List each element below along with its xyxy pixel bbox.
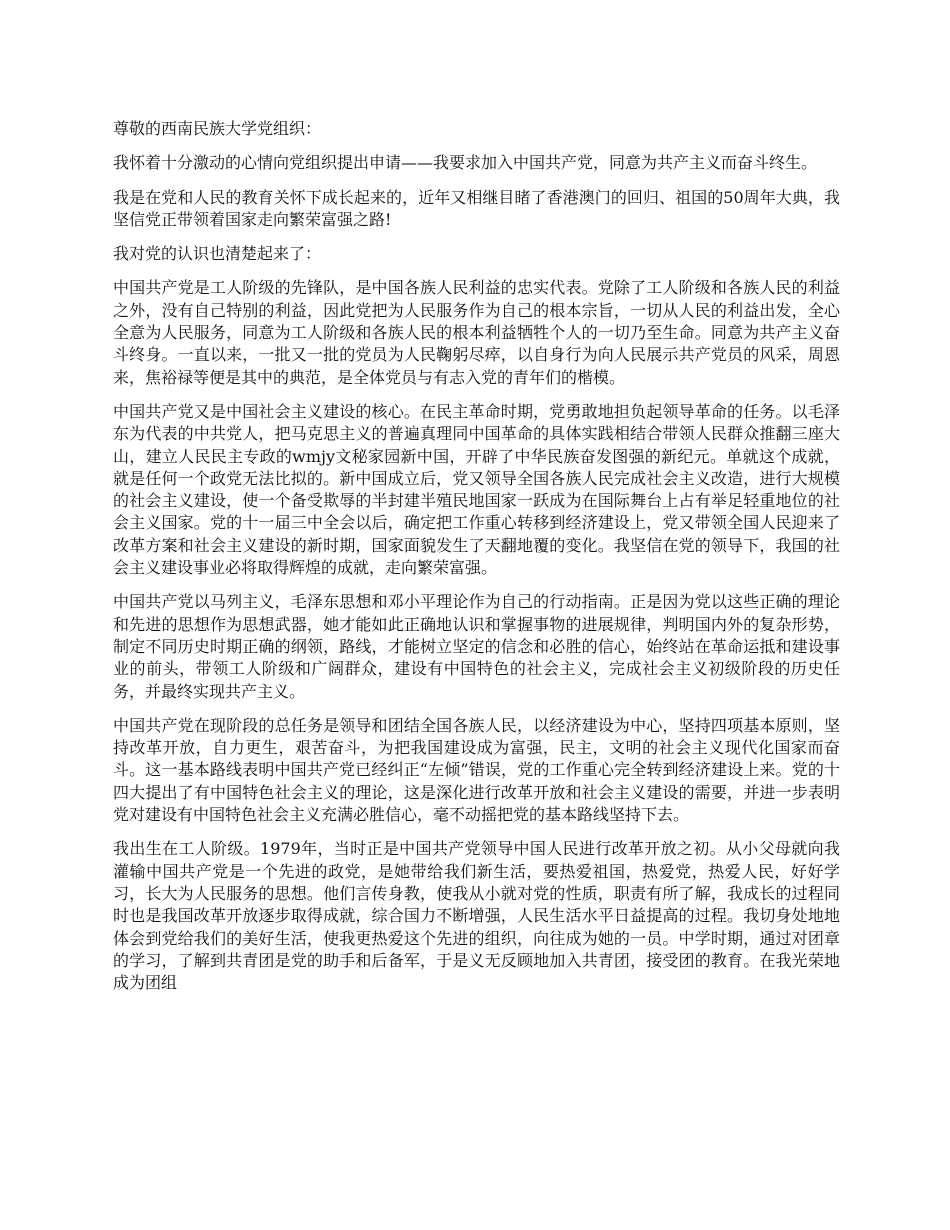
paragraph-1: 我怀着十分激动的心情向党组织提出申请——我要求加入中国共产党，同意为共产主义而奋斗终生。 (113, 153, 818, 173)
paragraph-3: 我对党的认识也清楚起来了： (113, 244, 322, 264)
paragraph-5: 中国共产党又是中国社会主义建设的核心。在民主革命时期，党勇敢地担负起领导革命的任务。以毛泽东为代表的中共党人，把马克思主义的普遍真理同中国革命的具体实践相结合带领人民群众推翻三座大山，建立人民民主专政的wmjy文秘家园新中国，开辟了中华民族奋发图强的新纪元。单就这个成就，就是任何一个政党无法比拟的。新中国成立后，党又领导全国各族人民完成社会主义改造，进行大规模的社会主义建设，使一个备受欺辱的半封建半殖民地国家一跃成为在国际舞台上占有举足轻重地位的社会主义国家。党的十一届三中全会以后，确定把工作重心转移到经济建设上，党又带领全国人民迎来了改革方案和社会主义建设的新时期，国家面貌发生了天翻地覆的变化。我坚信在党的领导下，我国的社会主义建设事业必将取得辉煌的成就，走向繁荣富强。 (113, 401, 840, 578)
paragraph-2: 我是在党和人民的教育关怀下成长起来的，近年又相继目睹了香港澳门的回归、祖国的50周年大典，我坚信党正带领着国家走向繁荣富强之路! (113, 187, 840, 229)
paragraph-8: 我出生在工人阶级。1979年，当时正是中国共产党领导中国人民进行改革开放之初。从小父母就向我灌输中国共产党是一个先进的政党，是她带给我们新生活，要热爱祖国，热爱党，热爱人民，好好学习，长大为人民服务的思想。他们言传身教，使我从小就对党的性质，职责有所了解，我成长的过程同时也是我国改革开放逐步取得成就，综合国力不断增强，人民生活水平日益提高的过程。我切身处地地体会到党给我们的美好生活，使我更热爱这个先进的组织，向往成为她的一员。中学时期，通过对团章的学习，了解到共青团是党的助手和后备军，于是义无反顾地加入共青团，接受团的教育。在我光荣地成为团组 (113, 839, 840, 993)
document-body (113, 118, 840, 1006)
paragraph-6: 中国共产党以马列主义，毛泽东思想和邓小平理论作为自己的行动指南。正是因为党以这些正确的理论和先进的思想作为思想武器，她才能如此正确地认识和掌握事物的进展规律，判明国内外的复杂形势，制定不同历史时期正确的纲领，路线，才能树立坚定的信念和必胜的信心，始终站在革命运抵和建设事业的前头，带领工人阶级和广阔群众，建设有中国特色的社会主义，完成社会主义初级阶段的历史任务，并最终实现共产主义。 (113, 592, 840, 701)
paragraph-4: 中国共产党是工人阶级的先锋队，是中国各族人民利益的忠实代表。党除了工人阶级和各族人民的利益之外，没有自己特别的利益，因此党把为人民服务作为自己的根本宗旨，一切从人民的利益出发，全心全意为人民服务，同意为工人阶级和各族人民的根本利益牺牲个人的一切乃至生命。同意为共产主义奋斗终身。一直以来，一批又一批的党员为人民鞠躬尽瘁，以自身行为向人民展示共产党员的风采，周恩来，焦裕禄等便是其中的典范，是全体党员与有志入党的青年们的楷模。 (113, 278, 840, 387)
salutation: 尊敬的西南民族大学党组织： (113, 119, 322, 138)
paragraph-7: 中国共产党在现阶段的总任务是领导和团结全国各族人民，以经济建设为中心，坚持四项基本原则，坚持改革开放，自力更生，艰苦奋斗，为把我国建设成为富强，民主，文明的社会主义现代化国家而奋斗。这一基本路线表明中国共产党已经纠正“左倾”错误，党的工作重心完全转到经济建设上来。党的十四大提出了有中国特色社会主义的理论，这是深化进行改革开放和社会主义建设的需要，并进一步表明党对建设有中国特色社会主义充满必胜信心，毫不动摇把党的基本路线坚持下去。 (113, 715, 840, 825)
